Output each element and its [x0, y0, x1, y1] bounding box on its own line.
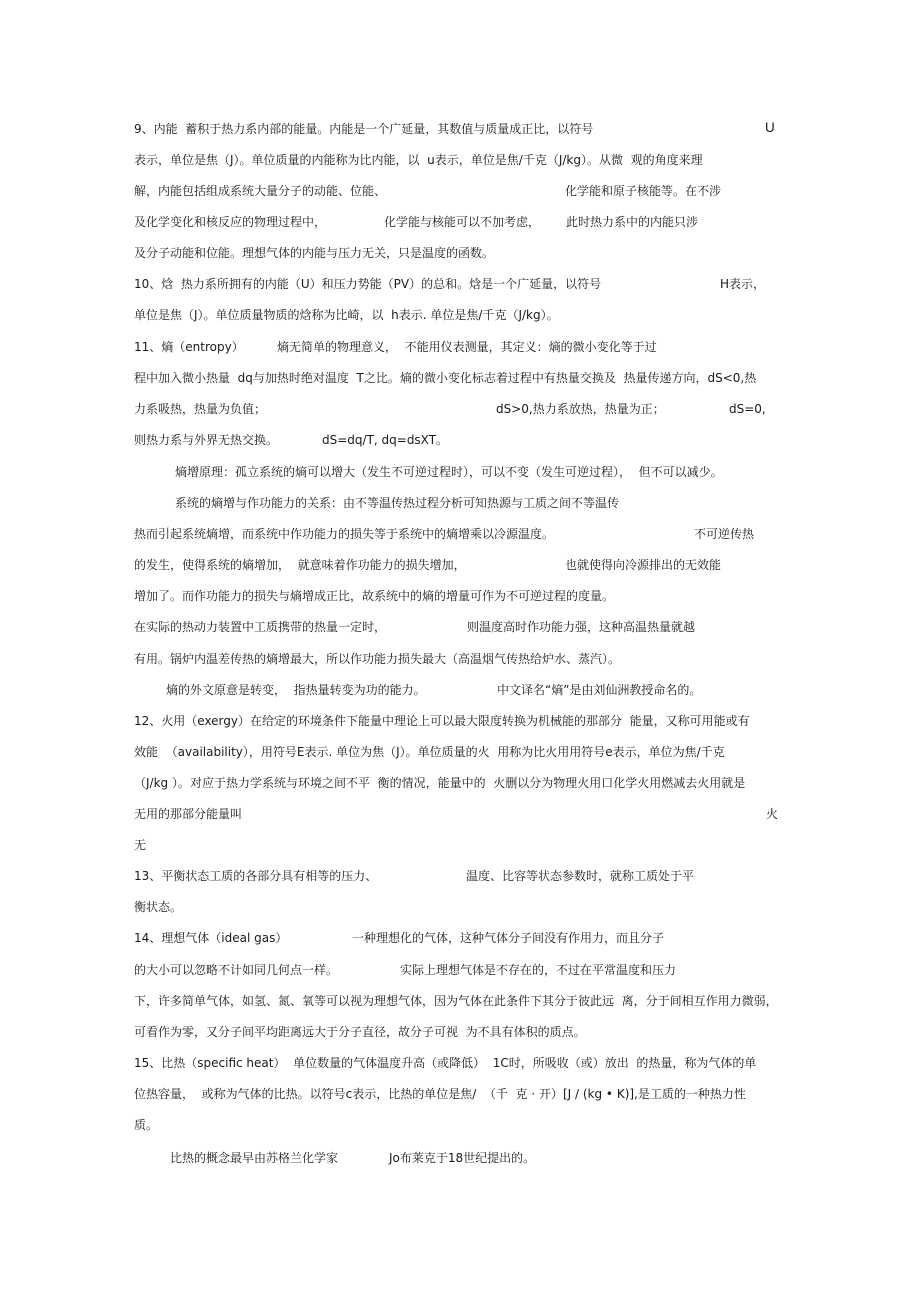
term-12-line-5: 无	[134, 838, 147, 852]
term-12-line-4a: 无用的那部分能量叫	[134, 807, 243, 821]
term-14-line-3: 下，许多简单气体，如氢、氮、氧等可以视为理想气体，因为气体在此条件下其分于彼此远 离，分于间相互作用力微弱，	[134, 994, 778, 1008]
term-11-line-3c: dS=0,	[729, 402, 766, 416]
term-9-line-2: 表示，单位是焦（J）。单位质量的内能称为比内能，以 u表示，单位是焦/千克（J/kg）。从微 观的角度来理	[134, 153, 703, 167]
term-11-line-4a: 则热力系与外界无热交换。	[134, 433, 279, 447]
term-11-title: 11、熵（entropy）	[134, 340, 244, 354]
term-14-line-2a: 的大小可以忽略不计如同几何点一样。	[134, 963, 339, 977]
entropy-work-line-3a: 的发生，使得系统的熵增加， 就意味着作功能力的损失增加，	[134, 558, 466, 572]
term-14-title: 14、理想气体（ideal gas）	[134, 931, 288, 945]
term-9-line-5: 及分子动能和位能。理想气体的内能与压力无关，只是温度的函数。	[134, 246, 495, 260]
term-15-line-3: 质。	[134, 1118, 159, 1132]
term-11-line-3a: 力系吸热，热量为负值；	[134, 402, 267, 416]
term-11-line-1: 熵无简单的物理意义， 不能用仪表测量，其定义：熵的微小变化等于过	[277, 340, 657, 354]
entropy-work-line-5b: 则温度高时作功能力强，这种高温热量就越	[467, 620, 696, 634]
term-14-line-4: 可看作为零，又分子间平均距离远大于分子直径，故分子可视 为不具有体积的质点。	[134, 1025, 586, 1039]
entropy-work-line-3b: 也就使得向冷源排出的无效能	[565, 558, 722, 572]
term-9-line-4a: 及化学变化和核反应的物理过程中，	[134, 215, 327, 229]
term-9-line-3a: 解，内能包括组成系统大量分子的动能、位能、	[134, 184, 387, 198]
term-15-line-2: 位热容量， 或称为气体的比热。以符号c表示，比热的单位是焦/ （千 克 · 开）[J / (kg • K)],是工质的一种热力性	[134, 1087, 746, 1101]
entropy-work-line-6: 有用。锅炉内温差传热的熵增最大，所以作功能力损失最大（高温烟气传热给炉水、蒸汽）。	[134, 652, 621, 666]
entropy-work-line-4: 增加了。而作功能力的损失与熵增成正比，故系统中的熵的增量可作为不可逆过程的度量。	[134, 589, 615, 603]
entropy-origin-b: 中文译名“熵”是由刘仙洲教授命名的。	[497, 683, 702, 697]
term-12-line-4b: 火	[766, 807, 779, 821]
entropy-increase-principle: 熵增原理：孤立系统的熵可以增大（发生不可逆过程时），可以不变（发生可逆过程）， 但不可以减少。	[175, 465, 723, 479]
term-9-line-1: 9、内能 蓄积于热力系内部的能量。内能是一个广延量，其数值与质量成正比，以符号	[134, 122, 594, 136]
entropy-work-line-2a: 热而引起系统熵增，而系统中作功能力的损失等于系统中的熵增乘以冷源温度。	[134, 527, 555, 541]
term-12-line-2: 效能 （availability），用符号E表示. 单位为焦（J）。单位质量的火 用称为比火用用符号e表示，单位为焦/千克	[134, 745, 725, 759]
entropy-work-line-1: 系统的熵增与作功能力的关系：由不等温传热过程分析可知热源与工质之间不等温传	[175, 496, 620, 510]
term-10-line-2: 单位是焦（J）。单位质量物质的焓称为比崎，以 h表示. 单位是焦/千克（J/kg）。	[134, 308, 559, 322]
term-13-line-1b: 温度、比容等状态参数时，就称工质处于平	[466, 869, 695, 883]
term-10-symbol: H表示，	[720, 277, 766, 291]
term-11-line-3b: dS>0,热力系放热，热量为正；	[496, 402, 665, 416]
entropy-work-line-5a: 在实际的热动力装置中工质携带的热量一定时，	[134, 620, 387, 634]
term-13-line-2: 衡状态。	[134, 900, 183, 914]
term-12-line-3: （J/kg ）。对应于热力学系统与环境之间不平 衡的情况，能量中的 火删以分为物理火用口化学火用燃减去火用就是	[134, 776, 746, 790]
term-14-line-1: 一种理想化的气体，这种气体分子间没有作用力，而且分子	[352, 931, 665, 945]
term-11-formula: dS=dq/T, dq=dsXT。	[322, 433, 449, 447]
term-9-line-4c: 此时热力系中的内能只涉	[566, 215, 699, 229]
term-12-line-1: 12、火用（exergy）在给定的环境条件下能量中理论上可以最大限度转换为机械能的那部分 能量，又称可用能或有	[134, 714, 750, 728]
term-15-line-1: 15、比热（specific heat） 单位数量的气体温度升高（或降低） 1C时，所吸收（或）放出 的热量，称为气体的单	[134, 1056, 757, 1070]
entropy-origin-a: 熵的外文原意是转变， 指热量转变为功的能力。	[166, 683, 426, 697]
term-9-symbol: U	[765, 120, 775, 135]
term-9-line-3b: 化学能和原子核能等。在不涉	[565, 184, 722, 198]
term-15-history-a: 比热的概念最早由苏格兰化学家	[170, 1151, 339, 1165]
term-13-line-1a: 13、平衡状态工质的各部分具有相等的压力、	[134, 869, 378, 883]
term-15-history-b: Jo布莱克于18世纪提出的。	[389, 1151, 536, 1165]
term-14-line-2b: 实际上理想气体是不存在的，不过在平常温度和压力	[400, 963, 677, 977]
entropy-work-line-2b: 不可逆传热	[694, 527, 755, 541]
term-10-line-1: 10、焓 热力系所拥有的内能（U）和压力势能（PV）的总和。焓是一个广延量，以符号	[134, 277, 602, 291]
term-9-line-4b: 化学能与核能可以不加考虑，	[384, 215, 541, 229]
term-11-line-2: 程中加入微小热量 dq与加热时绝对温度 T之比。熵的微小变化标志着过程中有热量交换及 热量传递方向，dS<0,热	[134, 371, 757, 385]
